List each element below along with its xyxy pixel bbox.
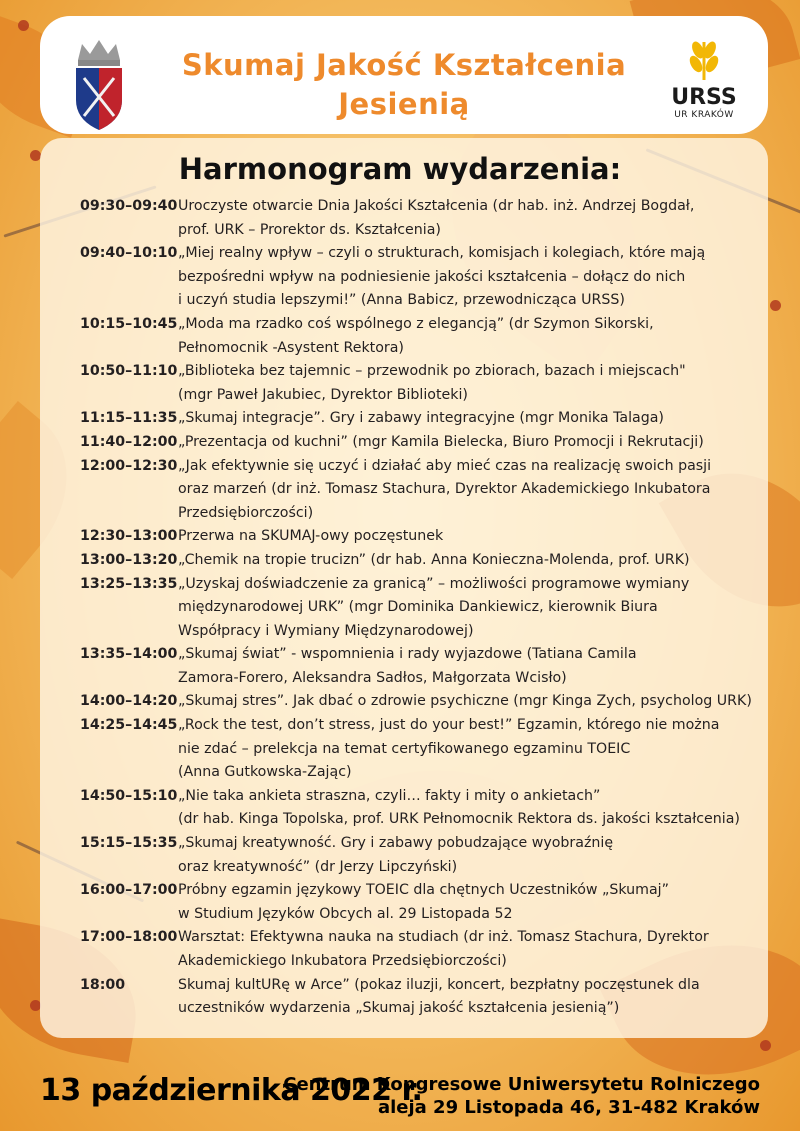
schedule-description-line: Próbny egzamin językowy TOEIC dla chętnych Uczestników „Skumaj” bbox=[178, 882, 669, 899]
schedule-time: 11:15–11:35 bbox=[80, 410, 178, 427]
schedule-time: 09:30–09:40 bbox=[80, 198, 178, 214]
schedule-description-line: Skumaj kultURę w Arce” (pokaz iluzji, koncert, bezpłatny poczęstunek dla bbox=[178, 976, 700, 993]
schedule-time: 10:50–11:10 bbox=[80, 363, 178, 380]
event-date: 13 października 2022 r. bbox=[40, 1073, 423, 1108]
schedule-description bbox=[178, 690, 780, 714]
schedule-description bbox=[178, 407, 780, 431]
schedule-description-line: Współpracy i Wymiany Międzynarodowej) bbox=[178, 622, 474, 639]
schedule-time: 11:40–12:00 bbox=[80, 433, 178, 450]
schedule-time: 13:25–13:35 bbox=[80, 575, 178, 592]
schedule-item bbox=[80, 926, 780, 973]
schedule-description bbox=[178, 360, 780, 407]
schedule-item bbox=[80, 455, 780, 526]
schedule-time: 12:00–12:30 bbox=[80, 457, 178, 474]
schedule-description-line: „Skumaj kreatywność. Gry i zabawy pobudzające wyobraźnię bbox=[178, 835, 614, 852]
schedule-description-line: „Biblioteka bez tajemnic – przewodnik po zbiorach, bazach i miejscach" bbox=[178, 363, 686, 380]
schedule-time: 12:30–13:00 bbox=[80, 528, 178, 545]
venue-line1: Centrum Kongresowe Uniwersytetu Rolniczego bbox=[283, 1074, 760, 1095]
schedule-description bbox=[178, 431, 780, 455]
schedule-time: 14:25–14:45 bbox=[80, 717, 178, 734]
schedule-description bbox=[178, 785, 780, 832]
schedule-item bbox=[80, 195, 780, 242]
schedule-item bbox=[80, 879, 780, 926]
schedule-item bbox=[80, 690, 780, 714]
schedule-description-line: Warsztat: Efektywna nauka na studiach (dr inż. Tomasz Stachura, Dyrektor bbox=[178, 929, 709, 946]
event-title-line2: Jesienią bbox=[338, 87, 470, 121]
schedule-description-line: uczestników wydarzenia „Skumaj jakość kształcenia jesienią”) bbox=[178, 1000, 620, 1017]
venue-line2: aleja 29 Listopada 46, 31-482 Kraków bbox=[377, 1097, 760, 1118]
schedule-item bbox=[80, 431, 780, 455]
schedule-description-line: Uroczyste otwarcie Dnia Jakości Kształcenia (dr hab. inż. Andrzej Bogdał, bbox=[178, 198, 695, 214]
schedule-description-line: nie zdać – prelekcja na temat certyfikowanego egzaminu TOEIC bbox=[178, 740, 631, 757]
schedule-description-line: „Rock the test, don’t stress, just do your best!” Egzamin, którego nie można bbox=[178, 717, 720, 734]
header-card bbox=[40, 16, 768, 134]
schedule-description-line: „Skumaj świat” - wspomnienia i rady wyjazdowe (Tatiana Camila bbox=[178, 646, 637, 663]
schedule-item bbox=[80, 407, 780, 431]
schedule-description-line: (mgr Paweł Jakubiec, Dyrektor Biblioteki) bbox=[178, 386, 468, 403]
schedule-time: 16:00–17:00 bbox=[80, 882, 178, 899]
schedule-description bbox=[178, 525, 780, 549]
schedule-description-line: Zamora-Forero, Aleksandra Sadłos, Małgorzata Wcisło) bbox=[178, 669, 567, 686]
schedule-description-line: Akademickiego Inkubatora Przedsiębiorczości) bbox=[178, 953, 507, 969]
schedule-description-line: oraz marzeń (dr inż. Tomasz Stachura, Dyrektor Akademickiego Inkubatora bbox=[178, 481, 711, 498]
schedule-description-line: międzynarodowej URK” (mgr Dominika Dankiewicz, kierownik Biura bbox=[178, 599, 658, 616]
schedule-item bbox=[80, 549, 780, 573]
schedule-description bbox=[178, 832, 780, 879]
schedule-description bbox=[178, 195, 780, 242]
schedule-description-line: i uczyń studia lepszymi!” (Anna Babicz, przewodnicząca URSS) bbox=[178, 292, 625, 309]
schedule-description bbox=[178, 549, 780, 573]
schedule-item bbox=[80, 832, 780, 879]
schedule-item bbox=[80, 360, 780, 407]
schedule-description-line: „Chemik na tropie trucizn” (dr hab. Anna Konieczna-Molenda, prof. URK) bbox=[178, 551, 690, 568]
schedule-description-line: Przerwa na SKUMAJ-owy poczęstunek bbox=[178, 528, 444, 545]
schedule-description-line: „Prezentacja od kuchni” (mgr Kamila Bielecka, Biuro Promocji i Rekrutacji) bbox=[178, 433, 704, 450]
event-venue bbox=[283, 1073, 760, 1119]
urss-logo bbox=[666, 36, 742, 120]
schedule-description-line: bezpośredni wpływ na podniesienie jakości kształcenia – dołącz do nich bbox=[178, 268, 686, 285]
schedule-description-line: (Anna Gutkowska-Zając) bbox=[178, 764, 352, 781]
schedule-description bbox=[178, 643, 780, 690]
schedule-time: 13:35–14:00 bbox=[80, 646, 178, 663]
schedule-description-line: (dr hab. Kinga Topolska, prof. URK Pełnomocnik Rektora ds. jakości kształcenia) bbox=[178, 811, 740, 828]
event-title bbox=[160, 46, 648, 124]
schedule-time: 14:50–15:10 bbox=[80, 787, 178, 804]
schedule-description bbox=[178, 879, 780, 926]
schedule-description-line: „Nie taka ankieta straszna, czyli… fakty i mity o ankietach” bbox=[178, 787, 601, 804]
schedule-item bbox=[80, 242, 780, 313]
schedule-description bbox=[178, 974, 780, 1021]
schedule-description-line: „Skumaj integracje”. Gry i zabawy integracyjne (mgr Monika Talaga) bbox=[178, 410, 664, 427]
university-crest-icon bbox=[70, 36, 128, 136]
schedule-time: 10:15–10:45 bbox=[80, 315, 178, 332]
schedule-description-line: „Jak efektywnie się uczyć i działać aby mieć czas na realizację swoich pasji bbox=[178, 457, 712, 474]
schedule-description-line: „Moda ma rzadko coś wspólnego z elegancją” (dr Szymon Sikorski, bbox=[178, 315, 654, 332]
schedule-description-line: „Uzyskaj doświadczenie za granicą” – możliwości programowe wymiany bbox=[178, 575, 690, 592]
schedule-item bbox=[80, 573, 780, 644]
schedule-description-line: „Skumaj stres”. Jak dbać o zdrowie psychiczne (mgr Kinga Zych, psycholog URK) bbox=[178, 693, 752, 710]
schedule-item bbox=[80, 785, 780, 832]
schedule-description bbox=[178, 714, 780, 785]
urss-logo-name: URSS bbox=[671, 85, 737, 110]
schedule-description bbox=[178, 455, 780, 526]
schedule-description-line: oraz kreatywność” (dr Jerzy Lipczyński) bbox=[178, 858, 458, 875]
schedule-description bbox=[178, 573, 780, 644]
schedule-time: 09:40–10:10 bbox=[80, 245, 178, 262]
schedule-item bbox=[80, 525, 780, 549]
schedule-description-line: Przedsiębiorczości) bbox=[178, 504, 314, 521]
schedule-item bbox=[80, 974, 780, 1021]
event-title-line1: Skumaj Jakość Kształcenia bbox=[181, 48, 627, 82]
schedule-time: 17:00–18:00 bbox=[80, 929, 178, 946]
wheat-icon bbox=[686, 36, 722, 80]
urss-logo-subtitle: UR KRAKÓW bbox=[674, 110, 734, 120]
schedule-item bbox=[80, 714, 780, 785]
schedule-item bbox=[80, 313, 780, 360]
schedule-description bbox=[178, 926, 780, 973]
schedule-time: 13:00–13:20 bbox=[80, 551, 178, 568]
schedule-description bbox=[178, 313, 780, 360]
schedule-list bbox=[80, 195, 780, 1021]
schedule-time: 15:15–15:35 bbox=[80, 835, 178, 852]
schedule-description-line: Pełnomocnik -Asystent Rektora) bbox=[178, 339, 404, 356]
schedule-description bbox=[178, 242, 780, 313]
schedule-description-line: w Studium Języków Obcych al. 29 Listopada 52 bbox=[178, 905, 513, 922]
schedule-title: Harmonogram wydarzenia: bbox=[178, 152, 622, 186]
schedule-time: 14:00–14:20 bbox=[80, 693, 178, 710]
schedule-description-line: prof. URK – Prorektor ds. Kształcenia) bbox=[178, 221, 441, 238]
schedule-time: 18:00 bbox=[80, 976, 126, 993]
schedule-item bbox=[80, 643, 780, 690]
schedule-description-line: „Miej realny wpływ – czyli o strukturach, komisjach i kolegiach, które mają bbox=[178, 245, 706, 262]
